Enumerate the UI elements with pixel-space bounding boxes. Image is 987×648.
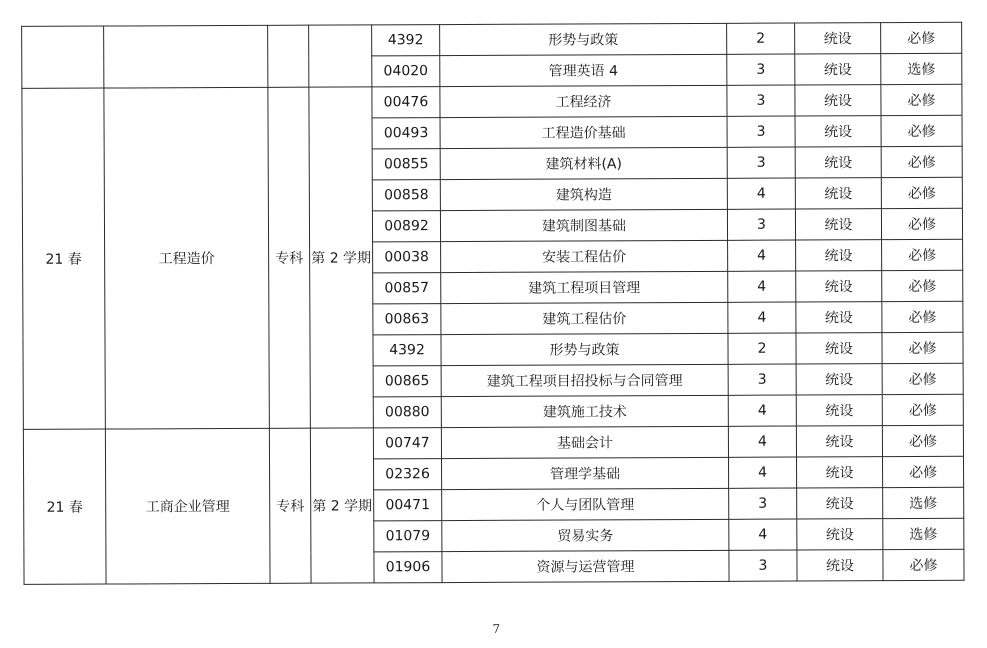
- major-cell: 工商企业管理: [105, 428, 270, 584]
- exam-type-cell: 统设: [797, 519, 883, 550]
- course-name-cell: 建筑构造: [440, 178, 727, 210]
- course-type-cell: 必修: [881, 146, 962, 177]
- level-cell: [268, 25, 309, 87]
- semester-cell: 第 2 学期: [310, 428, 374, 583]
- credit-cell: 3: [728, 364, 796, 395]
- course-code-cell: 00865: [373, 366, 441, 397]
- term-cell: [22, 26, 104, 88]
- course-name-cell: 建筑施工技术: [441, 395, 728, 427]
- exam-type-cell: 统设: [797, 457, 883, 488]
- course-type-cell: 必修: [882, 332, 963, 363]
- course-type-cell: 必修: [881, 208, 962, 239]
- course-code-cell: 00857: [373, 273, 441, 304]
- course-name-cell: 个人与团队管理: [442, 488, 729, 520]
- course-type-cell: 必修: [881, 177, 962, 208]
- major-cell: [104, 25, 268, 88]
- credit-cell: 4: [728, 426, 796, 457]
- table-row: [23, 425, 963, 460]
- level-cell: 专科: [268, 87, 310, 428]
- credit-cell: 4: [727, 178, 795, 209]
- exam-type-cell: 统设: [796, 364, 882, 395]
- exam-type-cell: 统设: [795, 116, 881, 147]
- course-type-cell: 必修: [882, 394, 963, 425]
- course-code-cell: 00493: [372, 118, 440, 149]
- exam-type-cell: 统设: [797, 550, 883, 581]
- semester-cell: 第 2 学期: [309, 87, 373, 428]
- course-code-cell: 02326: [374, 459, 442, 490]
- course-type-cell: 必修: [883, 549, 964, 580]
- table-row: [22, 22, 962, 57]
- course-code-cell: 04020: [372, 56, 440, 87]
- credit-cell: 4: [729, 519, 797, 550]
- exam-type-cell: 统设: [796, 271, 882, 302]
- course-code-cell: 00863: [373, 304, 441, 335]
- course-type-cell: 必修: [882, 363, 963, 394]
- exam-type-cell: 统设: [796, 395, 882, 426]
- course-type-cell: 必修: [882, 270, 963, 301]
- course-code-cell: 00038: [373, 242, 441, 273]
- course-name-cell: 建筑工程估价: [441, 302, 728, 334]
- exam-type-cell: 统设: [796, 426, 882, 457]
- credit-cell: 4: [729, 457, 797, 488]
- course-name-cell: 建筑工程项目招投标与合同管理: [441, 364, 728, 396]
- exam-type-cell: 统设: [796, 240, 882, 271]
- credit-cell: 2: [727, 23, 795, 54]
- exam-type-cell: 统设: [795, 147, 881, 178]
- credit-cell: 3: [727, 85, 795, 116]
- course-name-cell: 工程经济: [440, 85, 727, 117]
- credit-cell: 3: [727, 54, 795, 85]
- exam-type-cell: 统设: [795, 54, 881, 85]
- credit-cell: 4: [728, 302, 796, 333]
- course-code-cell: 00476: [372, 87, 440, 118]
- credit-cell: 3: [727, 209, 795, 240]
- course-name-cell: 管理学基础: [442, 457, 729, 489]
- exam-type-cell: 统设: [796, 302, 882, 333]
- exam-type-cell: 统设: [796, 333, 882, 364]
- course-type-cell: 必修: [882, 425, 963, 456]
- major-cell: 工程造价: [104, 87, 269, 429]
- exam-type-cell: 统设: [795, 23, 881, 54]
- course-code-cell: 00892: [372, 211, 440, 242]
- course-type-cell: 选修: [881, 53, 962, 84]
- course-code-cell: 00880: [373, 397, 441, 428]
- credit-cell: 3: [727, 147, 795, 178]
- semester-cell: [309, 25, 372, 87]
- course-name-cell: 基础会计: [441, 426, 728, 458]
- course-code-cell: 00747: [373, 428, 441, 459]
- exam-type-cell: 统设: [797, 488, 883, 519]
- course-name-cell: 建筑工程项目管理: [441, 271, 728, 303]
- course-type-cell: 必修: [881, 22, 962, 53]
- course-name-cell: 安装工程估价: [441, 240, 728, 272]
- course-type-cell: 必修: [882, 301, 963, 332]
- course-code-cell: 00471: [374, 490, 442, 521]
- credit-cell: 3: [729, 550, 797, 581]
- term-cell: 21 春: [23, 429, 106, 584]
- course-name-cell: 管理英语 4: [440, 54, 727, 86]
- course-name-cell: 贸易实务: [442, 519, 729, 551]
- course-type-cell: 必修: [882, 239, 963, 270]
- exam-type-cell: 统设: [795, 178, 881, 209]
- exam-type-cell: 统设: [795, 85, 881, 116]
- course-name-cell: 形势与政策: [440, 23, 727, 55]
- course-code-cell: 4392: [372, 25, 440, 56]
- course-code-cell: 01079: [374, 521, 442, 552]
- course-code-cell: 00858: [372, 180, 440, 211]
- credit-cell: 4: [728, 240, 796, 271]
- credit-cell: 3: [727, 116, 795, 147]
- course-code-cell: 4392: [373, 335, 441, 366]
- course-type-cell: 必修: [881, 84, 962, 115]
- table-row: [22, 84, 962, 119]
- course-name-cell: 资源与运营管理: [442, 550, 729, 582]
- course-name-cell: 工程造价基础: [440, 116, 727, 148]
- credit-cell: 3: [729, 488, 797, 519]
- credit-cell: 2: [728, 333, 796, 364]
- exam-type-cell: 统设: [795, 209, 881, 240]
- course-code-cell: 00855: [372, 149, 440, 180]
- page-number: 7: [492, 621, 501, 636]
- term-cell: 21 春: [22, 88, 105, 429]
- course-code-cell: 01906: [374, 552, 442, 583]
- table-body: [22, 22, 964, 584]
- level-cell: 专科: [269, 428, 311, 583]
- course-type-cell: 必修: [881, 115, 962, 146]
- course-type-cell: 选修: [883, 518, 964, 549]
- course-name-cell: 形势与政策: [441, 333, 728, 365]
- credit-cell: 4: [728, 395, 796, 426]
- course-type-cell: 必修: [883, 456, 964, 487]
- course-name-cell: 建筑材料(A): [440, 147, 727, 179]
- credit-cell: 4: [728, 271, 796, 302]
- course-type-cell: 选修: [883, 487, 964, 518]
- course-schedule-table: [21, 22, 964, 585]
- course-name-cell: 建筑制图基础: [440, 209, 727, 241]
